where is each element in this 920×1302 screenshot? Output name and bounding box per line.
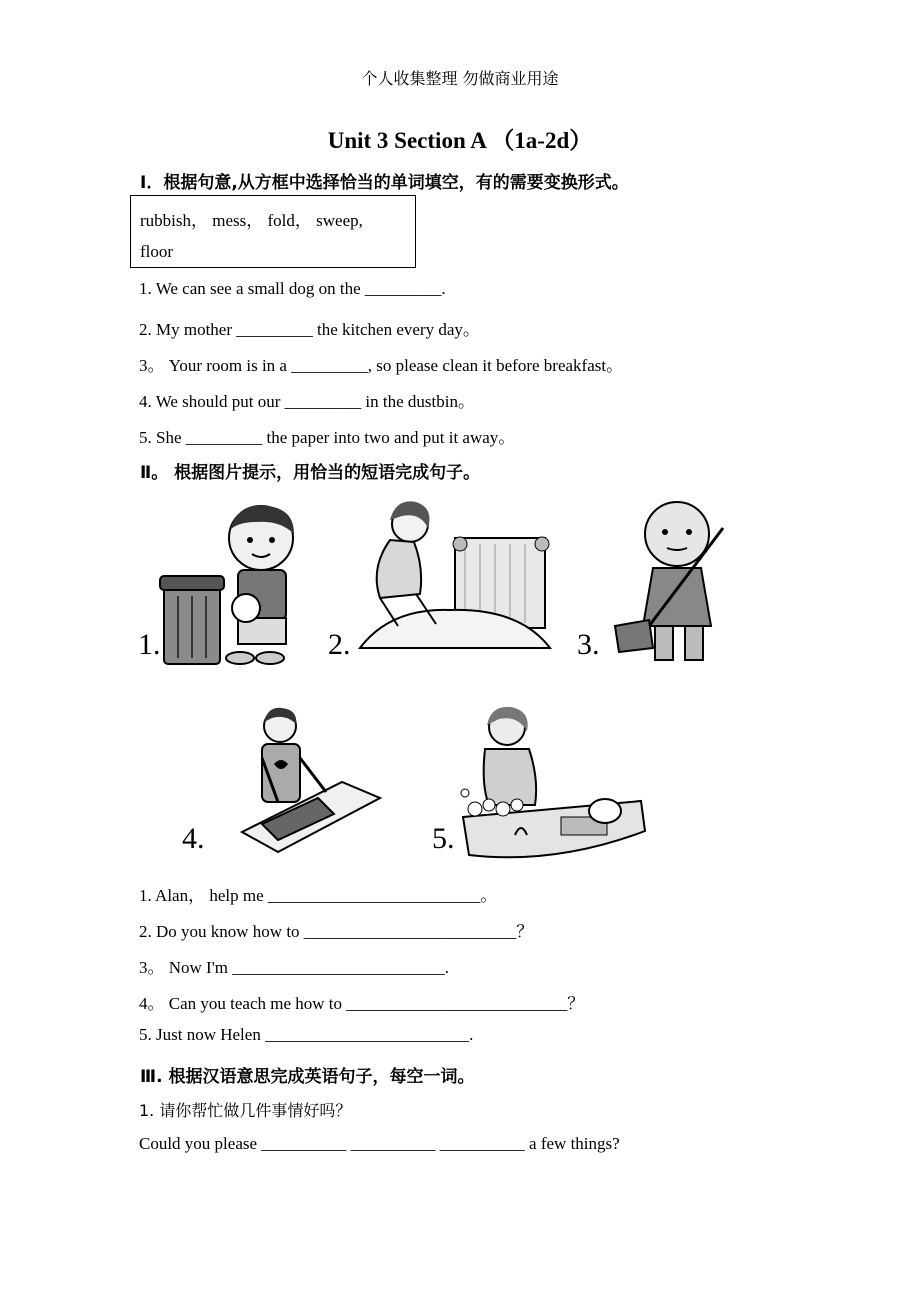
part2-item-3: 3。 Now I'm _________________________.: [139, 958, 450, 977]
part2-item-5: 5. Just now Helen ________________________.: [139, 1025, 474, 1044]
part3-item-1-english: Could you please __________ __________ __________ a few things?: [139, 1134, 620, 1153]
part3-heading: Ⅲ. 根据汉语意思完成英语句子，每空一词。: [140, 1067, 475, 1087]
picture-number-2: 2.: [328, 628, 351, 661]
part1-item-3: 3。 Your room is in a _________, so please clean it before breakfast。: [139, 356, 624, 375]
picture-4-person-folding-clothes-illustration: [222, 702, 382, 862]
word-box: [130, 195, 416, 268]
part2-item-1: 1. Alan， help me _________________________。: [139, 886, 498, 905]
picture-5-woman-washing-dishes-illustration: [455, 705, 650, 863]
part2-item-2: 2. Do you know how to _________________________？: [139, 922, 534, 941]
picture-3-boy-sweeping-illustration: [605, 498, 735, 668]
part1-item-2: 2. My mother _________ the kitchen every day。: [139, 320, 480, 339]
part3-item-1-chinese: 1. 请你帮忙做几件事情好吗？: [139, 1101, 352, 1120]
picture-number-1: 1.: [138, 628, 161, 661]
part1-item-5: 5. She _________ the paper into two and put it away。: [139, 428, 516, 447]
word-box-line2: floor: [140, 242, 174, 261]
part2-item-4: 4。 Can you teach me how to __________________________？: [139, 994, 585, 1013]
word-box-line1: rubbish， mess， fold， sweep,: [140, 211, 363, 230]
picture-1-boy-rubbish-illustration: [138, 498, 318, 670]
part1-item-1: 1. We can see a small dog on the _________.: [139, 279, 446, 298]
part1-item-4: 4. We should put our _________ in the dustbin。: [139, 392, 475, 411]
picture-2-woman-making-bed-illustration: [350, 498, 555, 663]
part2-heading: Ⅱ。 根据图片提示，用恰当的短语完成句子。: [140, 463, 481, 483]
picture-number-3: 3.: [577, 628, 600, 661]
page-title: Unit 3 Section A （1a-2d）: [327, 128, 593, 153]
picture-number-5: 5.: [432, 822, 455, 855]
page-header: 个人收集整理 勿做商业用途: [361, 69, 559, 88]
part1-heading: Ⅰ．根据句意,从方框中选择恰当的单词填空，有的需要变换形式。: [140, 173, 629, 193]
picture-number-4: 4.: [182, 822, 205, 855]
